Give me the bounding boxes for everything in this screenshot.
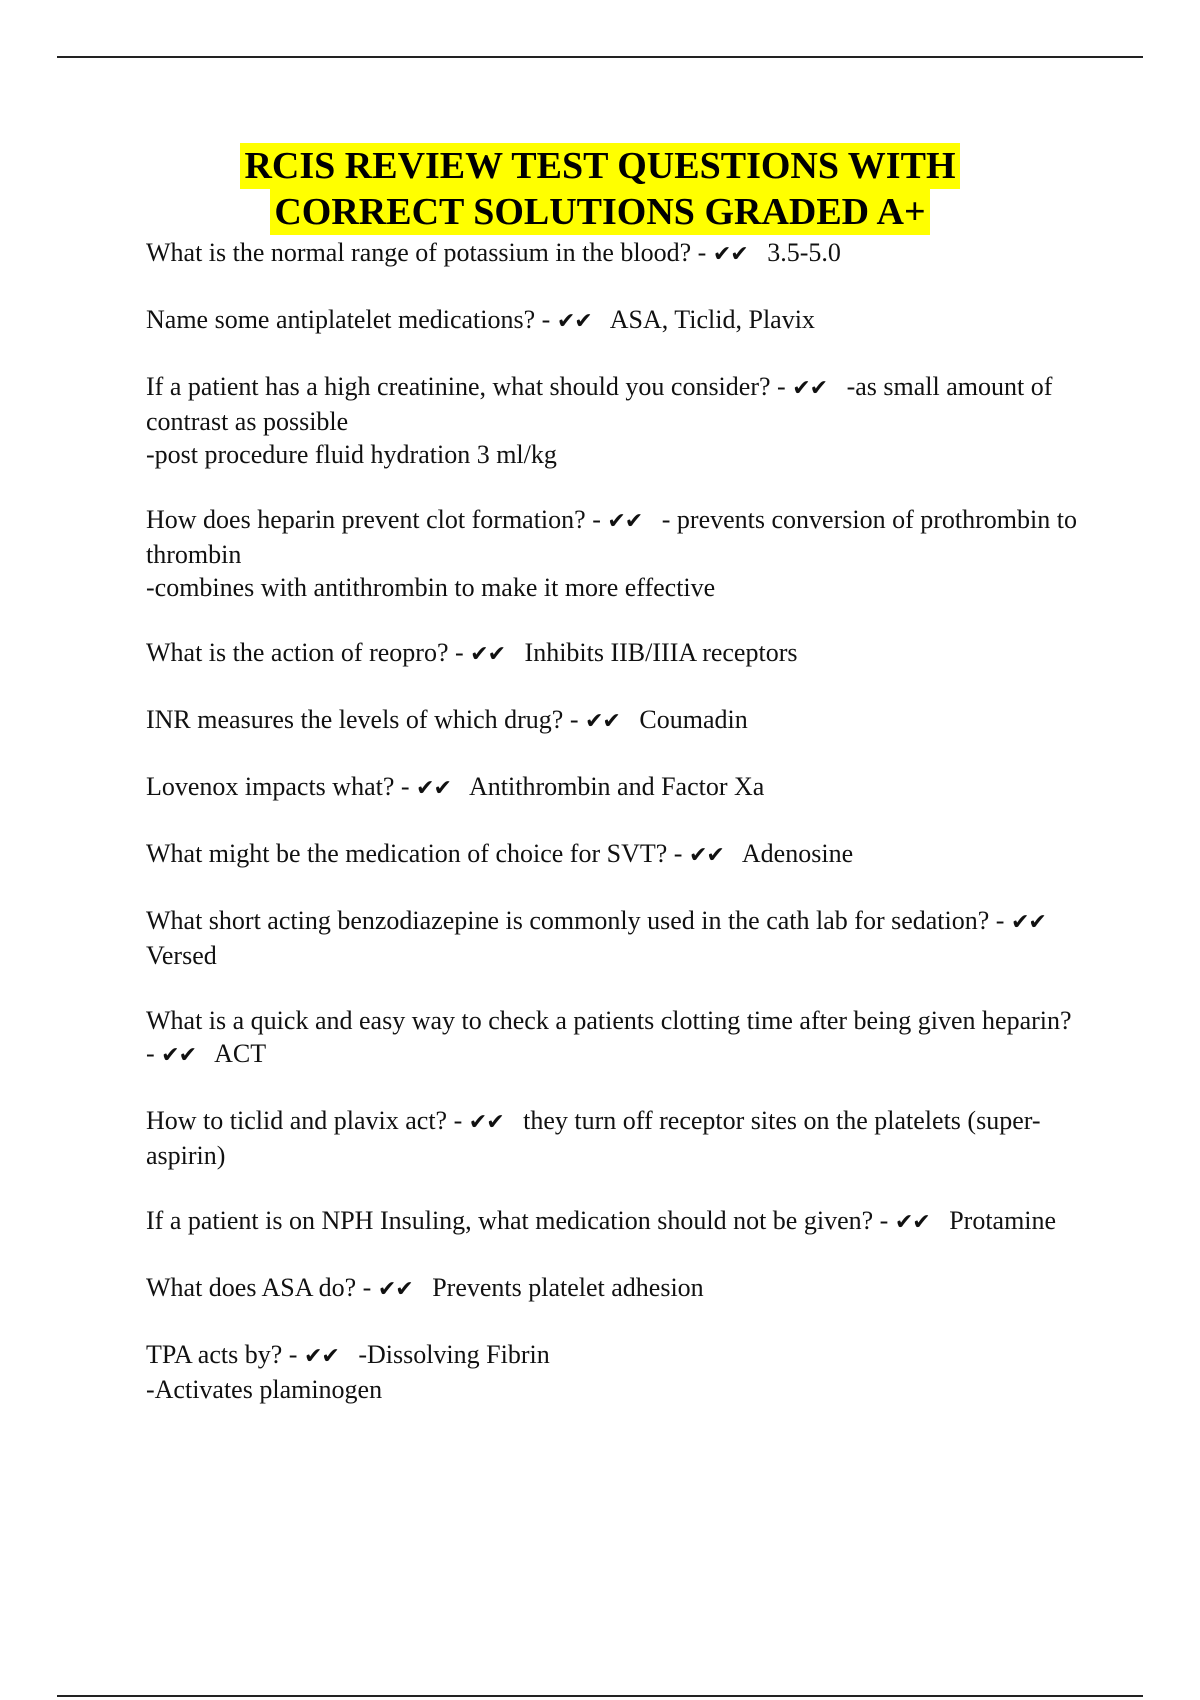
double-check-icon: ✔✔ <box>688 843 724 868</box>
double-check-icon: ✔✔ <box>556 309 592 334</box>
question-text: What is the action of reopro? <box>146 638 449 667</box>
double-check-icon: ✔✔ <box>712 242 748 267</box>
bottom-rule <box>57 1695 1143 1697</box>
qa-item <box>146 503 1081 604</box>
question-text: What short acting benzodiazepine is commonly used in the cath lab for sedation? <box>146 906 990 935</box>
qa-item <box>146 236 1081 271</box>
separator: - <box>535 305 557 334</box>
question-text: Lovenox impacts what? <box>146 772 395 801</box>
separator: - <box>448 638 471 667</box>
double-check-icon: ✔✔ <box>470 642 506 667</box>
separator: - <box>691 238 713 267</box>
separator: - <box>989 906 1011 935</box>
question-text: If a patient is on NPH Insuling, what medication should not be given? <box>146 1206 874 1235</box>
question-text: Name some antiplatelet medications? <box>146 305 536 334</box>
answer-text: Coumadin <box>639 705 748 734</box>
answer-text: ACT <box>214 1039 267 1068</box>
question-text: What does ASA do? <box>146 1273 357 1302</box>
qa-item <box>146 837 1081 872</box>
double-check-icon: ✔✔ <box>607 509 643 534</box>
separator: - <box>563 705 585 734</box>
qa-list <box>146 236 1081 1438</box>
document-title <box>0 143 1200 235</box>
qa-item <box>146 1338 1081 1406</box>
double-check-icon: ✔✔ <box>585 709 620 734</box>
answer-text: -Dissolving Fibrin -Activates plaminogen <box>146 1340 550 1404</box>
question-text: What is the normal range of potassium in the blood? <box>146 238 692 267</box>
answer-text: Antithrombin and Factor Xa <box>469 772 765 801</box>
top-rule <box>57 56 1143 58</box>
separator: - <box>447 1106 469 1135</box>
answer-text: ASA, Ticlid, Plavix <box>609 305 815 334</box>
qa-item <box>146 303 1081 338</box>
qa-item <box>146 370 1081 471</box>
qa-item <box>146 770 1081 805</box>
qa-item <box>146 703 1081 738</box>
question-text: What is a quick and easy way to check a patients clotting time after being given heparin? <box>146 1006 1072 1035</box>
double-check-icon: ✔✔ <box>1010 910 1046 935</box>
title-line-2: CORRECT SOLUTIONS GRADED A+ <box>270 189 929 235</box>
separator: - <box>282 1340 304 1369</box>
separator: - <box>585 505 608 534</box>
answer-text: -as small amount of contrast as possible -post procedure fluid hydration 3 ml/kg <box>146 372 1053 469</box>
question-text: What might be the medication of choice for SVT? <box>146 839 668 868</box>
question-text: If a patient has a high creatinine, what should you consider? <box>146 372 771 401</box>
separator: - <box>394 772 417 801</box>
answer-text: Adenosine <box>741 839 854 868</box>
qa-item <box>146 1104 1081 1172</box>
answer-text: Versed <box>146 941 217 970</box>
answer-text: they turn off receptor sites on the platelets (super-aspirin) <box>146 1106 1041 1170</box>
double-check-icon: ✔✔ <box>792 376 828 401</box>
answer-text: - prevents conversion of prothrombin to thrombin -combines with antithrombin to make it more effective <box>146 505 1077 602</box>
qa-item <box>146 1204 1081 1239</box>
qa-item <box>146 636 1081 671</box>
question-text: How to ticlid and plavix act? <box>146 1106 448 1135</box>
separator: - <box>146 1006 1079 1068</box>
double-check-icon: ✔✔ <box>416 776 451 801</box>
question-text: TPA acts by? <box>146 1340 283 1369</box>
qa-item <box>146 1004 1081 1072</box>
qa-item <box>146 1271 1081 1306</box>
separator: - <box>356 1273 378 1302</box>
answer-text: Protamine <box>949 1206 1057 1235</box>
answer-text: Inhibits IIB/IIIA receptors <box>524 638 798 667</box>
separator: - <box>873 1206 895 1235</box>
separator: - <box>770 372 793 401</box>
qa-item <box>146 904 1081 972</box>
answer-text: 3.5-5.0 <box>767 238 841 267</box>
double-check-icon: ✔✔ <box>303 1344 339 1369</box>
question-text: INR measures the levels of which drug? <box>146 705 564 734</box>
question-text: How does heparin prevent clot formation? <box>146 505 586 534</box>
double-check-icon: ✔✔ <box>894 1210 930 1235</box>
answer-text: Prevents platelet adhesion <box>432 1273 704 1302</box>
separator: - <box>667 839 689 868</box>
double-check-icon: ✔✔ <box>468 1110 504 1135</box>
double-check-icon: ✔✔ <box>161 1043 197 1068</box>
double-check-icon: ✔✔ <box>377 1277 413 1302</box>
title-line-1: RCIS REVIEW TEST QUESTIONS WITH <box>240 143 959 189</box>
